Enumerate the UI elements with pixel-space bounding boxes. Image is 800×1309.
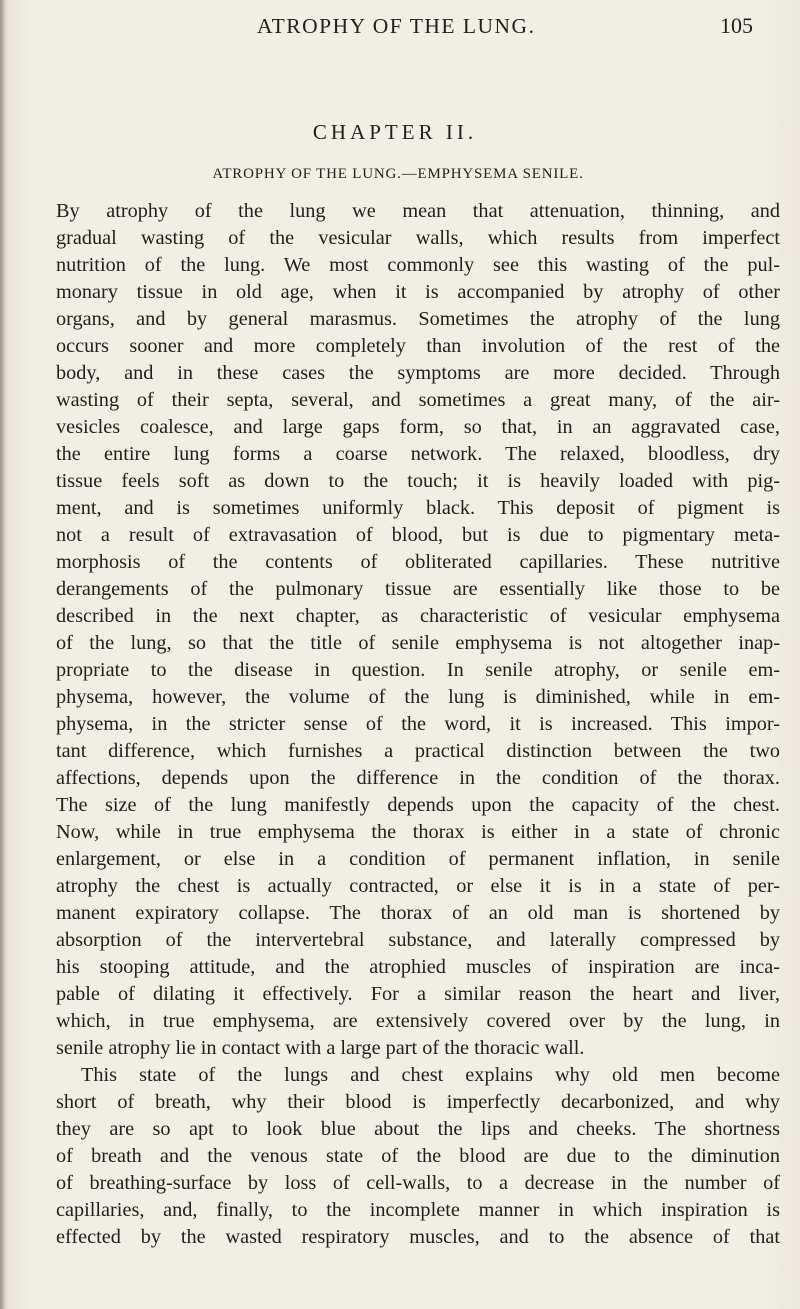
text-line: not a result of extravasation of blood, but is due to pigmentary meta- bbox=[56, 524, 780, 546]
text-line: atrophy the chest is actually contracted, or else it is in a state of per- bbox=[56, 875, 780, 897]
text-line: By atrophy of the lung we mean that attenuation, thinning, and bbox=[56, 200, 780, 222]
text-line: morphosis of the contents of obliterated capillaries. These nutritive bbox=[56, 551, 780, 573]
text-line: enlargement, or else in a condition of permanent inflation, in senile bbox=[56, 848, 780, 870]
text-line: wasting of their septa, several, and sometimes a great many, of the air- bbox=[56, 389, 780, 411]
text-line: his stooping attitude, and the atrophied muscles of inspiration are inca- bbox=[56, 956, 780, 978]
text-line: organs, and by general marasmus. Sometimes the atrophy of the lung bbox=[56, 308, 780, 330]
text-line: described in the next chapter, as characteristic of vesicular emphysema bbox=[56, 605, 780, 627]
text-line: body, and in these cases the symptoms are more decided. Through bbox=[56, 362, 780, 384]
text-line: This state of the lungs and chest explains why old men become bbox=[81, 1064, 780, 1086]
text-line: pable of dilating it effectively. For a similar reason the heart and liver, bbox=[56, 983, 780, 1005]
text-line: Now, while in true emphysema the thorax is either in a state of chronic bbox=[56, 821, 780, 843]
text-line: affections, depends upon the difference in the condition of the thorax. bbox=[56, 767, 780, 789]
text-line: physema, however, the volume of the lung is diminished, while in em- bbox=[56, 686, 780, 708]
text-line: ment, and is sometimes uniformly black. This deposit of pigment is bbox=[56, 497, 780, 519]
text-line: vesicles coalesce, and large gaps form, so that, in an aggravated case, bbox=[56, 416, 780, 438]
page-number: 105 bbox=[720, 13, 753, 38]
text-line: occurs sooner and more completely than involution of the rest of the bbox=[56, 335, 780, 357]
text-line: The size of the lung manifestly depends upon the capacity of the chest. bbox=[56, 794, 780, 816]
text-line: nutrition of the lung. We most commonly see this wasting of the pul- bbox=[56, 254, 780, 276]
text-line: monary tissue in old age, when it is accompanied by atrophy of other bbox=[56, 281, 780, 303]
text-line: derangements of the pulmonary tissue are essentially like those to be bbox=[56, 578, 780, 600]
text-line: effected by the wasted respiratory muscles, and to the absence of that bbox=[56, 1226, 780, 1248]
text-line: of breathing-surface by loss of cell-walls, to a decrease in the number of bbox=[56, 1172, 780, 1194]
text-line: the entire lung forms a coarse network. The relaxed, bloodless, dry bbox=[56, 443, 780, 465]
text-line: which, in true emphysema, are extensively covered over by the lung, in bbox=[56, 1010, 780, 1032]
text-line: tissue feels soft as down to the touch; it is heavily loaded with pig- bbox=[56, 470, 780, 492]
chapter-subtitle: ATROPHY OF THE LUNG.—EMPHYSEMA SENILE. bbox=[212, 166, 584, 182]
text-line: manent expiratory collapse. The thorax of an old man is shortened by bbox=[56, 902, 780, 924]
text-line: of the lung, so that the title of senile emphysema is not altogether inap- bbox=[56, 632, 780, 654]
running-head: ATROPHY OF THE LUNG. bbox=[257, 14, 536, 38]
text-line: tant difference, which furnishes a practical distinction between the two bbox=[56, 740, 780, 762]
text-line: gradual wasting of the vesicular walls, which results from imperfect bbox=[56, 227, 780, 249]
text-line: propriate to the disease in question. In senile atrophy, or senile em- bbox=[56, 659, 780, 681]
text-line: of breath and the venous state of the blood are due to the diminution bbox=[56, 1145, 780, 1167]
text-line: absorption of the intervertebral substance, and laterally compressed by bbox=[56, 929, 780, 951]
text-line: they are so apt to look blue about the lips and cheeks. The shortness bbox=[56, 1118, 780, 1140]
text-line: short of breath, why their blood is imperfectly decarbonized, and why bbox=[56, 1091, 780, 1113]
text-line: capillaries, and, finally, to the incomplete manner in which inspiration is bbox=[56, 1199, 780, 1221]
text-line: physema, in the stricter sense of the word, it is increased. This impor- bbox=[56, 713, 780, 735]
chapter-heading: CHAPTER II. bbox=[312, 120, 478, 144]
text-line: senile atrophy lie in contact with a large part of the thoracic wall. bbox=[56, 1037, 585, 1059]
